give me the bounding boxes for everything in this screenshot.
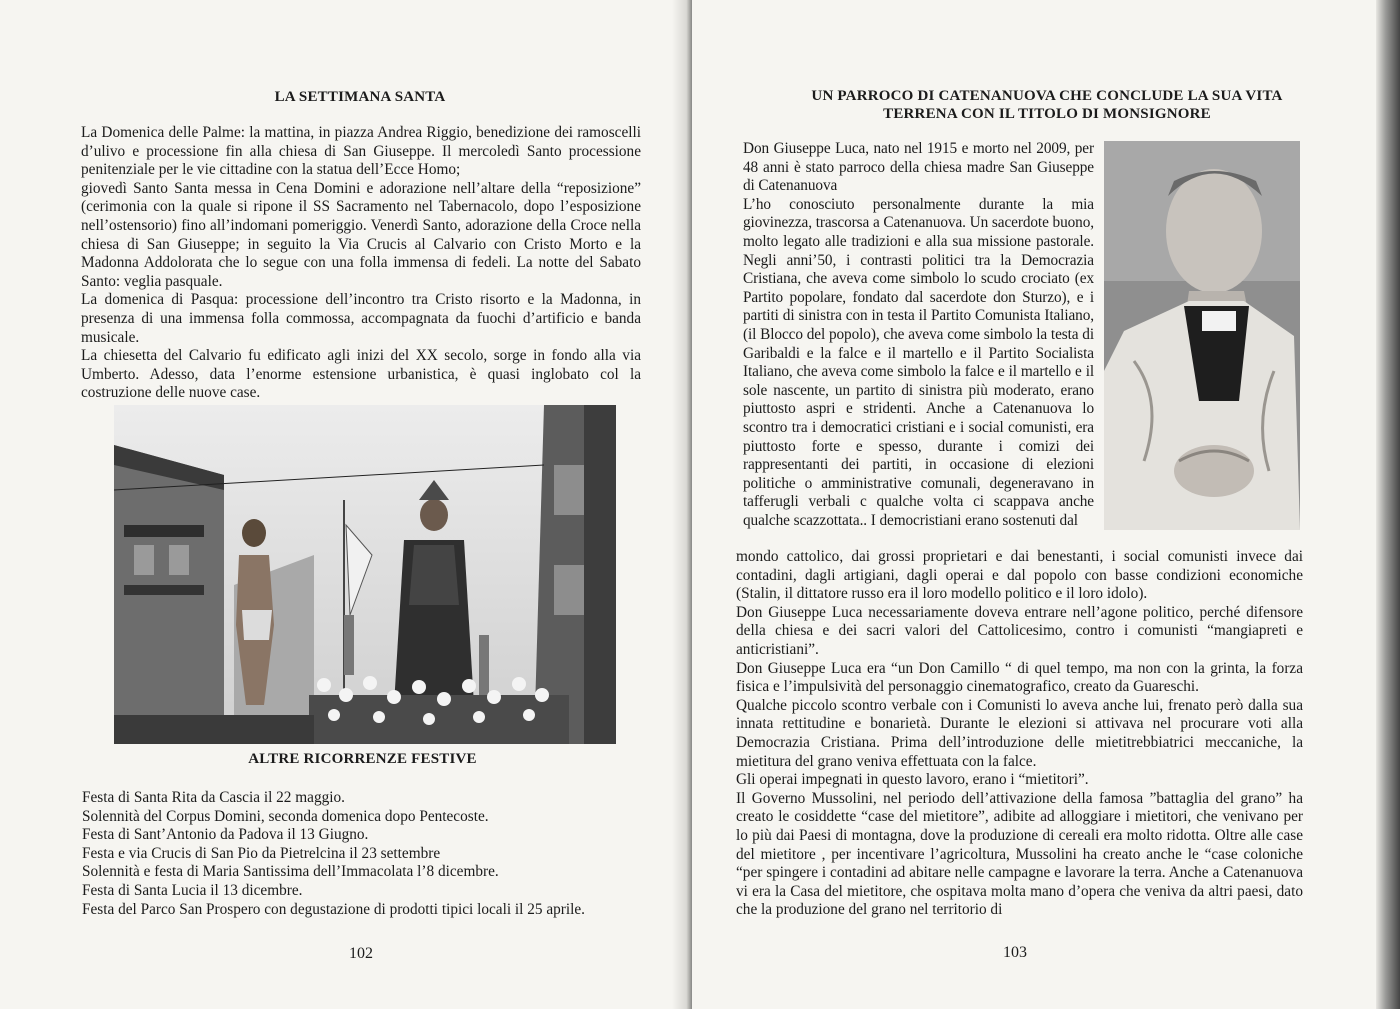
paragraph: La Domenica delle Palme: la mattina, in piazza Andrea Riggio, benedizione dei ramoscelli d’ulivo e processione fin alla chiesa di San Giuseppe. Il mercoledì Santo processione penitenziale per le vie cittadine con la statua dell’Ecce Homo; (81, 124, 641, 179)
page-title: LA SETTIMANA SANTA (274, 89, 446, 105)
procession-photo (114, 405, 616, 744)
body-text-wrapped (743, 140, 1094, 530)
paragraph: Qualche piccolo scontro verbale con i Comunisti lo aveva anche lui, frenato però dalla sua innata rettitudine e bonarietà. Durante le elezioni si attivava nel procurare voti alla Democrazia Cristiana. Prima dell’introduzione delle mietitrebbiatrici meccaniche, la mietitura del grano veniva effettuata con la falce. (736, 696, 1303, 770)
paragraph: Don Giuseppe Luca necessariamente doveva entrare nell’agone politico, perché difensore della chiesa e dei sacri valori del Cattolicesimo, contro i comunisti “mangiapreti e anticristiani”. (736, 603, 1303, 658)
section-title: ALTRE RICORRENZE FESTIVE (248, 751, 477, 767)
body-text (736, 548, 1303, 920)
paragraph: Gli operai impegnati in questo lavoro, erano i “mietitori”. (736, 771, 1089, 789)
paragraph: L’ho conosciuto personalmente durante la mia giovinezza, trascorsa a Catenanuova. Un sacerdote buono, molto legato alle tradizioni e alla sua missione pastorale. Negli anni’50, i contrasti politici tra la Democrazia Cristiana, che aveva come simbolo lo scudo crociato (ex Partito popolare, fondato dal sacerdote don Sturzo), e i partiti di sinistra con in testa il Partito Comunista Italiano, (il Blocco del popolo), che aveva come simbolo la testa di Garibaldi e la falce e il martello e il Partito Socialista Italiano, che aveva come simbolo la falce e il martello e il sole nascente, un partito di sinistra più moderato, erano piuttosto aspri e stridenti. Anche a Catenanuova lo scontro tra i democratici cristiani e i social comunisti, era piuttosto forte e spesso, durante i comizi dei rappresentanti dei partiti, in occasione di elezioni politiche o amministrative comunali, degeneravano in tafferugli verbali c qualche volta ci scappava anche qualche scazzottata.. I democristiani erano sostenuti dal (743, 195, 1094, 529)
feast-list (82, 789, 652, 919)
list-item: Festa e via Crucis di San Pio da Pietrelcina il 23 settembre (82, 844, 441, 862)
page-number: 103 (1003, 944, 1027, 961)
list-item: Festa del Parco San Prospero con degustazione di prodotti tipici locali il 25 aprile. (82, 900, 585, 918)
paragraph: Don Giuseppe Luca, nato nel 1915 e morto nel 2009, per 48 anni è stato parroco della chiesa madre San Giuseppe di Catenanuova (743, 140, 1094, 195)
list-item: Festa di Santa Rita da Cascia il 22 maggio. (82, 789, 345, 806)
right-page (692, 0, 1392, 1009)
paragraph: Don Giuseppe Luca era “un Don Camillo “ di quel tempo, ma non con la grinta, la forza fisica e l’impulsività del personaggio cinematografico, creato da Guareschi. (736, 659, 1303, 696)
page-title (752, 87, 1342, 123)
paragraph: La chiesetta del Calvario fu edificato agli inizi del XX secolo, sorge in fondo alla via Umberto. Adesso, data l’enorme estensione urbanistica, è quasi inglobato col la costruzione delle nuove case. (81, 347, 641, 402)
list-item: Solennità del Corpus Domini, seconda domenica dopo Pentecoste. (82, 807, 489, 825)
book-edge-right (1376, 0, 1400, 1009)
list-item: Festa di Santa Lucia il 13 dicembre. (82, 881, 303, 899)
paragraph: giovedì Santo Santa messa in Cena Domini e adorazione nell’altare della “reposizione” (cerimonia con la quale si ripone il SS Sacramento nel Tabernacolo, dopo l’esposizione nell’ostensorio) fino all’indomani pomeriggio. Venerdì Santo, adorazione della Croce nella chiesa di San Giuseppe; in seguito la Via Crucis al Calvario con Cristo Morto e la Madonna Addolorata che lo segue con una folla immensa di fedeli. La notte del Sabato Santo: veglia pasquale. (81, 179, 641, 290)
priest-portrait (1104, 141, 1300, 530)
title-line: UN PARROCO DI CATENANUOVA CHE CONCLUDE LA SUA VITA (811, 88, 1283, 104)
body-text (81, 124, 641, 403)
paragraph: Il Governo Mussolini, nel periodo dell’attivazione della famosa ”battaglia del grano” ha creato le cosiddette “case del mietitore”, adibite ad alloggiare i mietitori, che venivano per lo più dai Paesi di montagna, dove la produzione di cereali era molto ridotta. Oltre alle case del mietitore , per incentivare l’agricoltura, Mussolini ha creato anche le “case coloniche “per spingere i contadini ad abitare nelle campagne e lavorare la terra. Anche a Catenanuova vi era la Casa del mietitore, che ospitava molta mano d’opera che veniva da altri paesi, dato che la produzione del grano nel territorio di (736, 789, 1303, 919)
page-number: 102 (349, 945, 373, 962)
paragraph: mondo cattolico, dai grossi proprietari e dai benestanti, i social comunisti invece dai contadini, dagli artigiani, dagli operai e dal popolo con basse condizioni economiche (Stalin, il dittatore russo era il loro modello politico e il loro idolo). (736, 548, 1303, 603)
left-page (0, 0, 688, 1009)
title-line: TERRENA CON IL TITOLO DI MONSIGNORE (883, 106, 1211, 122)
list-item: Festa di Sant’Antonio da Padova il 13 Giugno. (82, 826, 369, 844)
list-item: Solennità e festa di Maria Santissima dell’Immacolata l’8 dicembre. (82, 863, 499, 881)
paragraph: La domenica di Pasqua: processione dell’incontro tra Cristo risorto e la Madonna, in presenza di una immensa folla commossa, accompagnata da fuochi d’artificio e banda musicale. (81, 291, 641, 346)
